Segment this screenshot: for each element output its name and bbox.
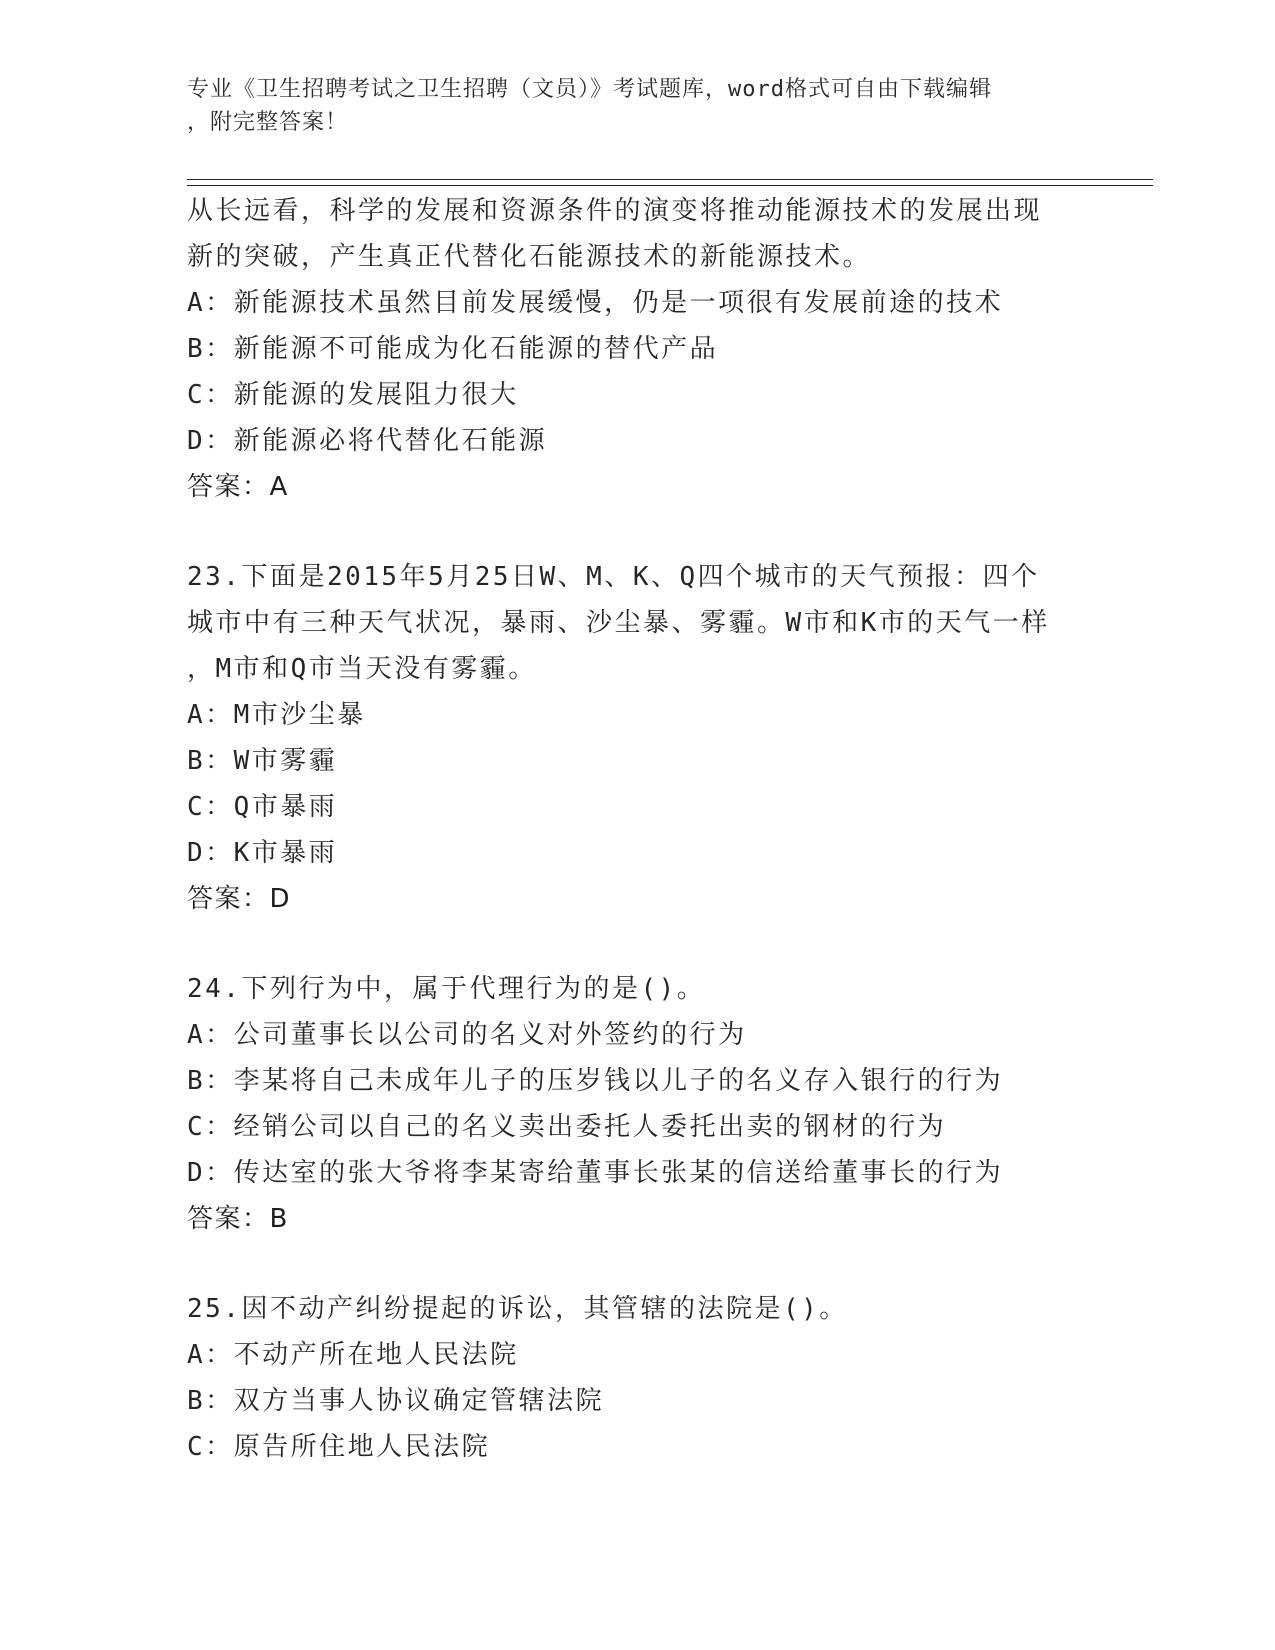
question-stem-line: ，M市和Q市当天没有雾霾。 xyxy=(187,654,537,684)
option-d: D：新能源必将代替化石能源 xyxy=(187,426,548,456)
question-stem-line: 新的突破，产生真正代替化石能源技术的新能源技术。 xyxy=(187,242,872,272)
question-stem-line: 23.下面是2015年5月25日W、M、K、Q四个城市的天气预报：四个 xyxy=(187,562,1040,592)
option-a: A：不动产所在地人民法院 xyxy=(187,1340,519,1370)
option-b: B：李某将自己未成年儿子的压岁钱以儿子的名义存入银行的行为 xyxy=(187,1066,1004,1096)
question-stem-line: 25.因不动产纠纷提起的诉讼，其管辖的法院是()。 xyxy=(187,1294,848,1324)
document-header xyxy=(187,73,1067,139)
answer-line: 答案：B xyxy=(187,1204,289,1234)
option-a: A：新能源技术虽然目前发展缓慢，仍是一项很有发展前途的技术 xyxy=(187,288,1004,318)
question-block-25 xyxy=(187,1286,1147,1470)
option-d: D：K市暴雨 xyxy=(187,838,338,868)
header-title-line-1: 专业《卫生招聘考试之卫生招聘（文员）》考试题库，word格式可自由下载编辑 xyxy=(187,77,992,102)
option-c: C：Q市暴雨 xyxy=(187,792,338,822)
header-divider-top xyxy=(187,179,1153,180)
option-c: C：经销公司以自己的名义卖出委托人委托出卖的钢材的行为 xyxy=(187,1112,947,1142)
option-a: A：公司董事长以公司的名义对外签约的行为 xyxy=(187,1020,747,1050)
question-list xyxy=(187,188,1147,1470)
question-stem-line: 从长远看，科学的发展和资源条件的演变将推动能源技术的发展出现 xyxy=(187,196,1043,226)
header-divider-bottom xyxy=(187,185,1153,186)
option-d: D：传达室的张大爷将李某寄给董事长张某的信送给董事长的行为 xyxy=(187,1158,1004,1188)
question-stem-line: 城市中有三种天气状况，暴雨、沙尘暴、雾霾。W市和K市的天气一样 xyxy=(187,608,1050,638)
option-b: B：双方当事人协议确定管辖法院 xyxy=(187,1386,605,1416)
header-title-line-2: ，附完整答案！ xyxy=(187,110,349,135)
option-c: C：原告所住地人民法院 xyxy=(187,1432,491,1462)
answer-line: 答案：A xyxy=(187,472,289,502)
option-b: B：W市雾霾 xyxy=(187,746,338,776)
question-block-23 xyxy=(187,554,1147,922)
option-c: C：新能源的发展阻力很大 xyxy=(187,380,519,410)
question-stem-line: 24.下列行为中，属于代理行为的是()。 xyxy=(187,974,706,1004)
option-a: A：M市沙尘暴 xyxy=(187,700,366,730)
option-b: B：新能源不可能成为化石能源的替代产品 xyxy=(187,334,719,364)
question-block-continued xyxy=(187,188,1147,510)
question-block-24 xyxy=(187,966,1147,1242)
answer-line: 答案：D xyxy=(187,884,292,914)
